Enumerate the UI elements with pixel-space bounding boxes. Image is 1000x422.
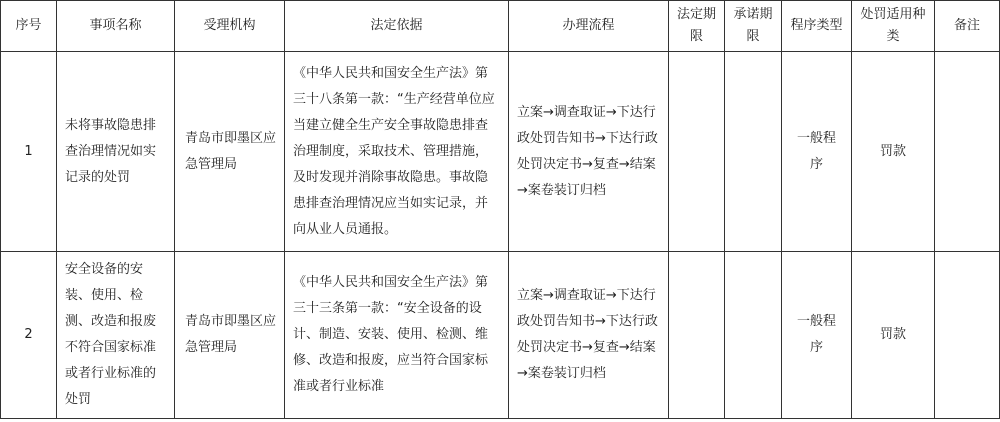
- accepting-agency: 青岛市即墨区应急管理局: [175, 52, 285, 252]
- penalty-type: 罚款: [852, 52, 935, 252]
- legal-basis: 《中华人民共和国安全生产法》第三十三条第一款：“安全设备的设计、制造、安装、使用、检测、维修、改造和报废，应当符合国家标准或者行业标准: [285, 252, 509, 419]
- header-promise-term: 承诺期限: [725, 1, 782, 52]
- procedure-type-cell: [782, 52, 852, 252]
- promise-term: [725, 52, 782, 252]
- process-flow: 立案→调查取证→下达行政处罚告知书→下达行政处罚决定书→复查→结案→案卷装订归档: [509, 252, 669, 419]
- penalty-type: 罚款: [852, 252, 935, 419]
- promise-term: [725, 252, 782, 419]
- row-number: 1: [1, 52, 57, 252]
- legal-term: [669, 52, 725, 252]
- procedure-type: 一般程序: [796, 314, 836, 355]
- header-procedure: 程序类型: [782, 1, 852, 52]
- header-remark: 备注: [935, 1, 1000, 52]
- remark: [935, 252, 1000, 419]
- procedure-type-cell: [782, 252, 852, 419]
- legal-basis: 《中华人民共和国安全生产法》第三十八条第一款：“生产经营单位应当建立健全生产安全事故隐患排查治理制度，采取技术、管理措施，及时发现并消除事故隐患。事故隐患排查治理情况应当如实记录，并向从业人员通报。: [285, 52, 509, 252]
- matter-name: 安全设备的安装、使用、检测、改造和报废不符合国家标准或者行业标准的处罚: [57, 252, 175, 419]
- header-penalty: 处罚适用种类: [852, 1, 935, 52]
- procedure-type: 一般程序: [796, 130, 836, 172]
- remark: [935, 52, 1000, 252]
- header-flow: 办理流程: [509, 1, 669, 52]
- header-name: 事项名称: [57, 1, 175, 52]
- header-org: 受理机构: [175, 1, 285, 52]
- matter-name: 未将事故隐患排查治理情况如实记录的处罚: [57, 52, 175, 252]
- header-legal-term: 法定期限: [669, 1, 725, 52]
- row-number: 2: [1, 252, 57, 419]
- header-row: [1, 1, 1000, 52]
- legal-term: [669, 252, 725, 419]
- accepting-agency: 青岛市即墨区应急管理局: [175, 252, 285, 419]
- table-row: [1, 252, 1000, 419]
- header-basis: 法定依据: [285, 1, 509, 52]
- process-flow: 立案→调查取证→下达行政处罚告知书→下达行政处罚决定书→复查→结案→案卷装订归档: [509, 52, 669, 252]
- table-row: [1, 52, 1000, 252]
- header-no: 序号: [1, 1, 57, 52]
